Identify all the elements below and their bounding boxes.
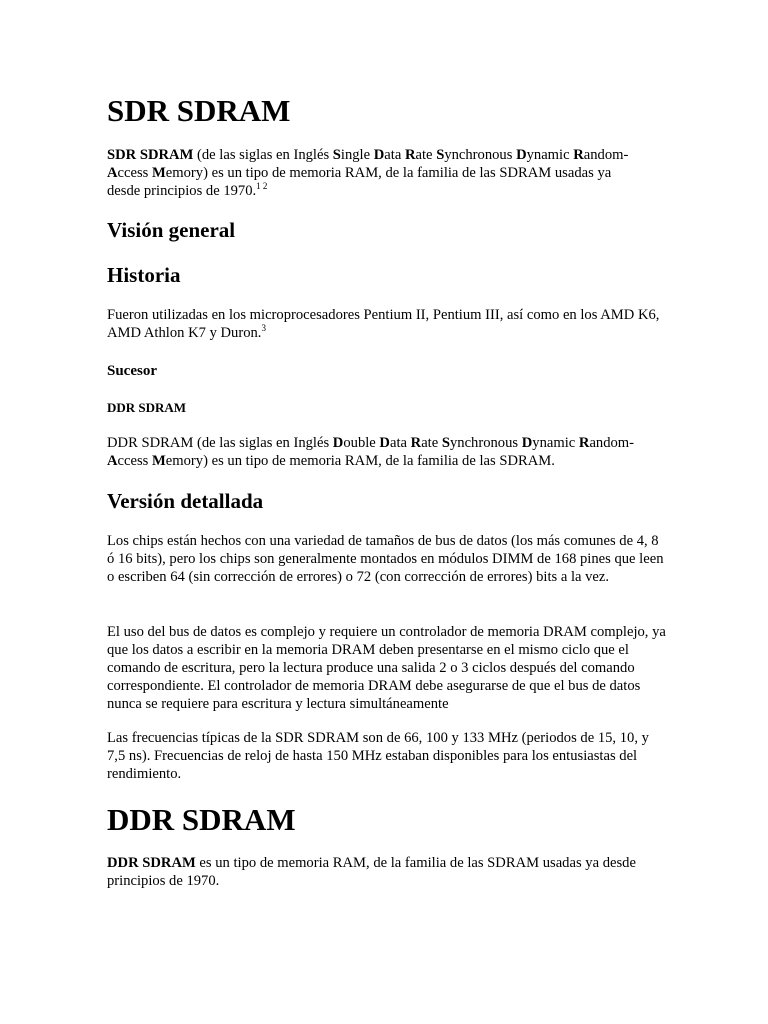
intro-line-2 — [107, 164, 667, 182]
ddr-line-2 — [107, 452, 667, 470]
ddr-acr-r2-rest: andom- — [589, 435, 635, 451]
heading-sucesor: Sucesor — [107, 363, 157, 379]
acr-r1: R — [404, 147, 416, 163]
intro-open: (de las siglas en Inglés — [193, 147, 333, 163]
acr-r1-rest: ate — [415, 147, 437, 163]
intro-term: SDR SDRAM — [107, 147, 194, 163]
acr-s2-rest: ynchronous — [444, 147, 517, 163]
ddr-acr-s1-rest: ynchronous — [449, 435, 522, 451]
heading-historia: Historia — [107, 263, 181, 287]
acr-d1: D — [373, 147, 385, 163]
historia-text: Fueron utilizadas en los microprocesadores Pentium II, Pentium III, así como en los AMD K6, AMD Athlon K7 y Duron. — [107, 307, 660, 341]
acr-s1: S — [332, 147, 341, 163]
detallada-paragraph-3: Las frecuencias típicas de la SDR SDRAM son de 66, 100 y 133 MHz (periodos de 15, 10, y 7,5 ns). Frecuencias de reloj de hasta 150 MHz estaban disponibles para los entusiastas del rendimiento. — [107, 730, 649, 782]
ddr-acr-m1-rest: emory — [165, 453, 204, 469]
intro-paragraph — [107, 146, 667, 200]
ddr-acr-a1-rest: ccess — [117, 453, 152, 469]
heading-ddr-sub: DDR SDRAM — [107, 400, 187, 415]
intro-refs: 1 2 — [256, 181, 268, 191]
acr-a1: A — [107, 165, 118, 181]
ddr-acr-d2-rest: ata — [389, 435, 411, 451]
acr-d2: D — [516, 147, 527, 163]
ddr-intro-term: DDR SDRAM — [107, 855, 196, 871]
ddr-rest: ) es un tipo de memoria RAM, de la familia de las SDRAM. — [203, 453, 555, 469]
ddr-acr-r1: R — [410, 435, 422, 451]
ddr-acr-r1-rest: ate — [421, 435, 442, 451]
acr-a1-rest: ccess — [117, 165, 152, 181]
heading-vision: Visión general — [107, 218, 236, 242]
acr-r2: R — [573, 147, 584, 163]
ddr-acr-a1: A — [107, 453, 118, 469]
intro-rest: ) es un tipo de memoria RAM, de la familia de las SDRAM usadas ya — [203, 165, 612, 181]
intro-line-1 — [107, 146, 667, 164]
ddr-acr-d3-rest: ynamic — [532, 435, 579, 451]
ddr-acr-d3: D — [521, 435, 533, 451]
ddr-intro-paragraph — [107, 854, 667, 890]
ddr-lead: DDR SDRAM (de las siglas en Inglés — [107, 435, 333, 451]
ddr-line-1 — [107, 434, 667, 452]
historia-ref: 3 — [261, 323, 266, 333]
ddr-acr-m1: M — [152, 453, 166, 469]
ddr-paragraph — [107, 434, 667, 470]
ddr-acr-s1: S — [441, 435, 450, 451]
ddr-acr-d1: D — [332, 435, 344, 451]
acr-r2-rest: andom- — [583, 147, 629, 163]
ddr-acr-d1-rest: ouble — [343, 435, 380, 451]
detallada-paragraph-2: El uso del bus de datos es complejo y requiere un controlador de memoria DRAM complejo, ya que los datos a escribir en la memoria DRAM deben presentarse en el mismo ciclo que el comando de escritura, pero la lectura produce una salida 2 o 3 ciclos después del comando correspondiente. El controlador de memoria DRAM debe asegurarse de que el bus de datos nunca se requiere para escritura y lectura simultáneamente — [107, 624, 666, 712]
detallada-paragraph-1: Los chips están hechos con una variedad de tamaños de bus de datos (los más comunes de 4, 8 ó 16 bits), pero los chips son generalmente montados en módulos DIMM de 168 pines que leen o escriben 64 (sin corrección de errores) o 72 (con corrección de errores) bits a la vez. — [107, 533, 664, 585]
ddr-acr-d2: D — [379, 435, 390, 451]
historia-paragraph — [107, 306, 667, 342]
heading-ddr-title: DDR SDRAM — [107, 802, 296, 837]
intro-rest-2: desde principios de 1970. — [107, 183, 257, 199]
heading-detallada: Versión detallada — [107, 489, 264, 513]
ddr-intro-rest: es un tipo de memoria RAM, de la familia de las SDRAM usadas ya desde principios de 1970. — [107, 855, 636, 889]
acr-d2-rest: ynamic — [526, 147, 574, 163]
acr-s1-rest: ingle — [340, 147, 374, 163]
acr-d1-rest: ata — [384, 147, 405, 163]
acr-s2: S — [436, 147, 445, 163]
ddr-acr-r2: R — [578, 435, 590, 451]
page-title: SDR SDRAM — [107, 93, 291, 128]
intro-line-3 — [107, 182, 667, 200]
acr-m1-rest: emory — [165, 165, 204, 181]
acr-m1: M — [152, 165, 166, 181]
